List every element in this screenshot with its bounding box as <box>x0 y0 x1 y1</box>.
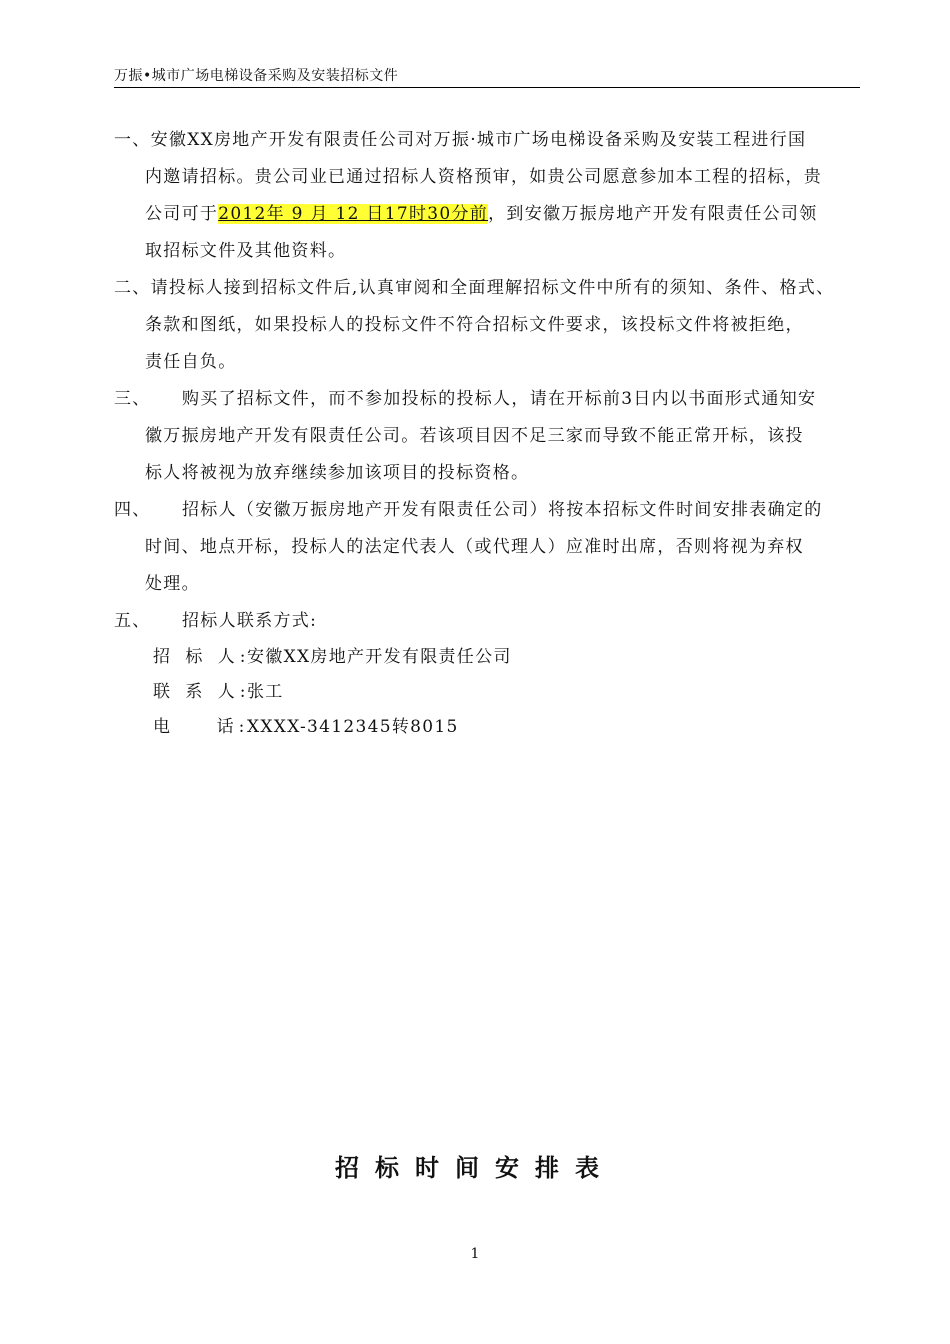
section-2-line-2: 条款和图纸，如果投标人的投标文件不符合招标文件要求，该投标文件将被拒绝， <box>145 315 804 335</box>
contact-phone-value: XXXX-3412345转8015 <box>247 717 459 737</box>
contact-tenderer <box>114 640 874 675</box>
section-5-marker: 五、 <box>114 611 151 631</box>
section-3-line-2: 徽万振房地产开发有限责任公司。若该项目因不足三家而导致不能正常开标，该投 <box>145 426 804 446</box>
contact-person <box>114 675 874 710</box>
section-5-line-1 <box>114 603 874 640</box>
section-4-marker: 四、 <box>114 500 151 520</box>
contact-phone-label: 电 话: <box>153 717 250 737</box>
section-3-line-3: 标人将被视为放弃继续参加该项目的投标资格。 <box>145 463 530 483</box>
contact-tenderer-value: 安徽XX房地产开发有限责任公司 <box>247 647 512 667</box>
section-5-line-1-text: 招标人联系方式: <box>182 611 318 631</box>
section-1-line-4: 取招标文件及其他资料。 <box>145 241 347 261</box>
contact-tenderer-label: 招 标 人: <box>153 647 251 667</box>
contact-person-value: 张工 <box>247 682 284 702</box>
schedule-heading: 招标时间安排表 <box>335 1153 615 1182</box>
deadline-highlight: 2012年 9 月 12 日17时30分前 <box>218 204 489 224</box>
section-1-line-2: 内邀请招标。贵公司业已通过招标人资格预审，如贵公司愿意参加本工程的招标，贵 <box>145 167 823 187</box>
section-3-line-1-text: 购买了招标文件，而不参加投标的投标人，请在开标前3日内以书面形式通知安 <box>182 389 817 409</box>
section-3-line-1 <box>114 381 874 418</box>
section-3-marker: 三、 <box>114 389 151 409</box>
section-4-line-1-text: 招标人（安徽万振房地产开发有限责任公司）将按本招标文件时间安排表确定的 <box>182 500 823 520</box>
section-2-line-3: 责任自负。 <box>145 352 237 372</box>
section-1-line-3-suffix: ，到安徽万振房地产开发有限责任公司领 <box>488 204 818 224</box>
section-1-line-1: 一、安徽XX房地产开发有限责任公司对万振·城市广场电梯设备采购及安装工程进行国 <box>114 130 807 150</box>
section-1-line-3 <box>114 196 874 233</box>
header-divider <box>114 87 860 88</box>
section-1-line-3-prefix: 公司可于 <box>145 204 219 224</box>
section-4-line-2: 时间、地点开标，投标人的法定代表人（或代理人）应准时出席，否则将视为弃权 <box>145 537 804 557</box>
section-4-line-3: 处理。 <box>145 574 200 594</box>
contact-person-label: 联 系 人: <box>153 682 251 702</box>
section-2-line-1: 二、请投标人接到招标文件后,认真审阅和全面理解招标文件中所有的须知、条件、格式、 <box>114 278 835 298</box>
page-header-title: 万振•城市广场电梯设备采购及安装招标文件 <box>114 68 399 84</box>
section-4-line-1 <box>114 492 874 529</box>
contact-phone <box>114 710 874 745</box>
document-body <box>114 122 874 745</box>
page-number: 1 <box>470 1246 480 1262</box>
